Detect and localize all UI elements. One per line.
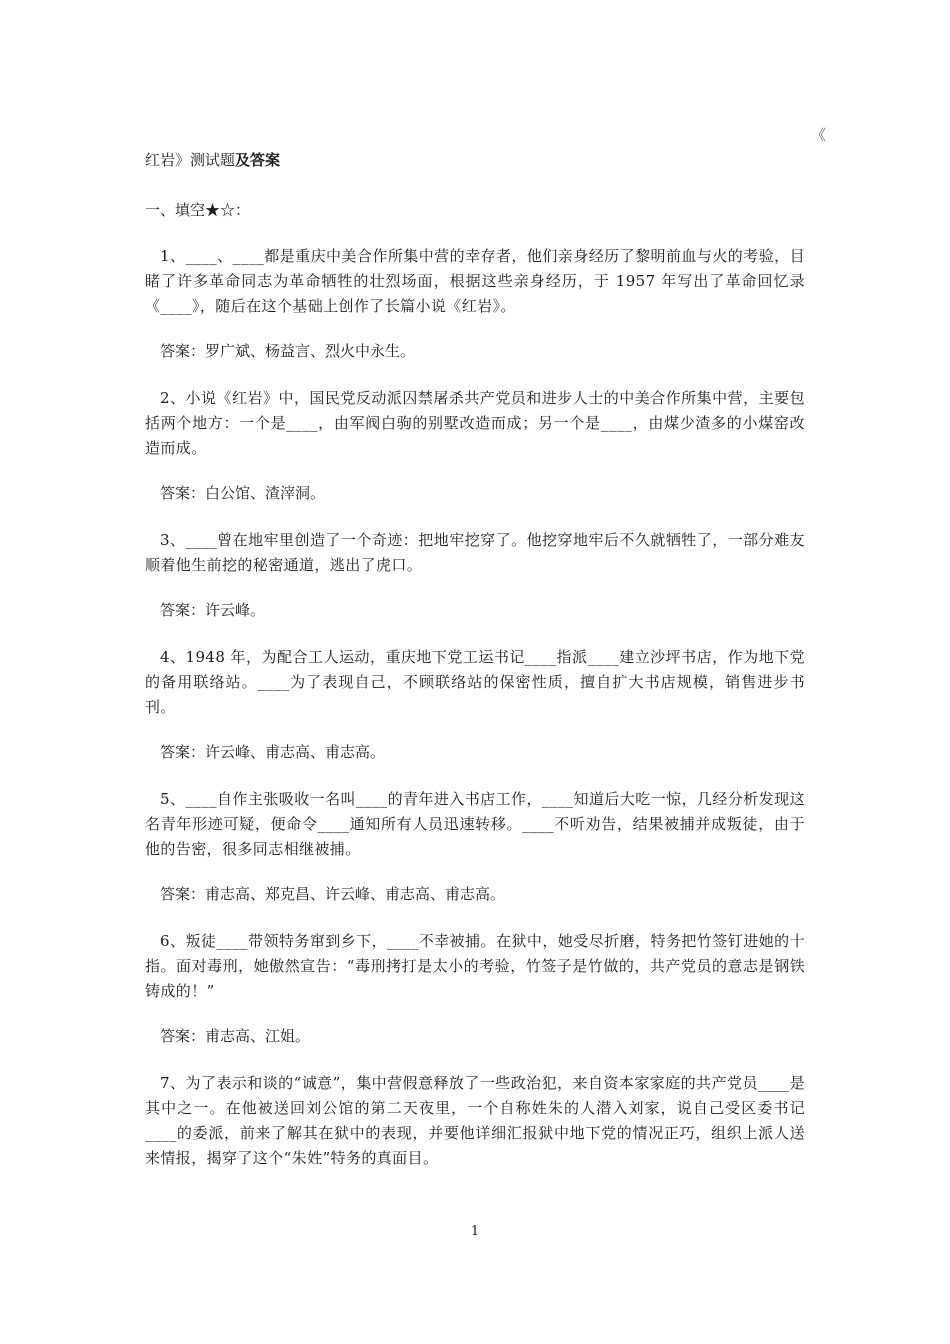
answer-3: 答案：许云峰。 (160, 601, 266, 619)
page-number: 1 (470, 1224, 480, 1239)
page-title (145, 148, 805, 172)
answer-6: 答案：甫志高、江姐。 (160, 1027, 311, 1045)
question-3: 3、____曾在地牢里创造了一个奇迹：把地牢挖穿了。他挖穿地牢后不久就牺牲了，一部分难友顺着他生前挖的秘密通道，逃出了虎口。 (145, 531, 805, 574)
answer-5: 答案：甫志高、郑克昌、许云峰、甫志高、甫志高。 (160, 885, 506, 903)
title-text: 红岩》测试题 (145, 151, 236, 169)
answer-2: 答案：白公馆、渣滓洞。 (160, 484, 326, 502)
question-1: 1、____、____都是重庆中美合作所集中营的幸存者，他们亲身经历了黎明前血与火的考验，目睹了许多革命同志为革命牺牲的壮烈场面，根据这些亲身经历，于 1957 年写出了革命回忆录《____》，随后在这个基础上创作了长篇小说《红岩》。 (145, 247, 805, 315)
question-2: 2、小说《红岩》中，国民党反动派囚禁屠杀共产党员和进步人士的中美合作所集中营，主要包括两个地方：一个是____，由军阀白驹的别墅改造而成；另一个是____，由煤少渣多的小煤窑改造而成。 (145, 389, 805, 457)
corner-mark: 《 (810, 126, 826, 144)
question-5: 5、____自作主张吸收一名叫____的青年进入书店工作，____知道后大吃一惊，几经分析发现这名青年形迹可疑，便命令____通知所有人员迅速转移。____不听劝告，结果被捕并成叛徒，由于他的告密，很多同志相继被捕。 (145, 790, 805, 858)
question-7: 7、为了表示和谈的“诚意”，集中营假意释放了一些政治犯，来自资本家家庭的共产党员____是其中之一。在他被送回刘公馆的第二天夜里，一个自称姓朱的人潜入刘家，说自己受区委书记____的委派，前来了解其在狱中的表现，并要他详细汇报狱中地下党的情况正巧，组织上派人送来情报，揭穿了这个“朱姓”特务的真面目。 (145, 1074, 805, 1167)
answer-1: 答案：罗广斌、杨益言、烈火中永生。 (160, 342, 416, 360)
document-body (145, 148, 805, 1191)
title-bold-text: 及答案 (235, 151, 281, 169)
question-4: 4、1948 年，为配合工人运动，重庆地下党工运书记____指派____建立沙坪书店，作为地下党的备用联络站。____为了表现自己，不顾联络站的保密性质，擅自扩大书店规模，销售进步书刊。 (145, 648, 805, 716)
answer-4: 答案：许云峰、甫志高、甫志高。 (160, 743, 386, 761)
section-heading: 一、填空★☆： (145, 201, 251, 219)
question-6: 6、叛徒____带领特务窜到乡下，____不幸被捕。在狱中，她受尽折磨，特务把竹签钉进她的十指。面对毒刑，她傲然宣告：“毒刑拷打是太小的考验，竹签子是竹做的，共产党员的意志是钢铁铸成的！” (145, 932, 805, 1000)
